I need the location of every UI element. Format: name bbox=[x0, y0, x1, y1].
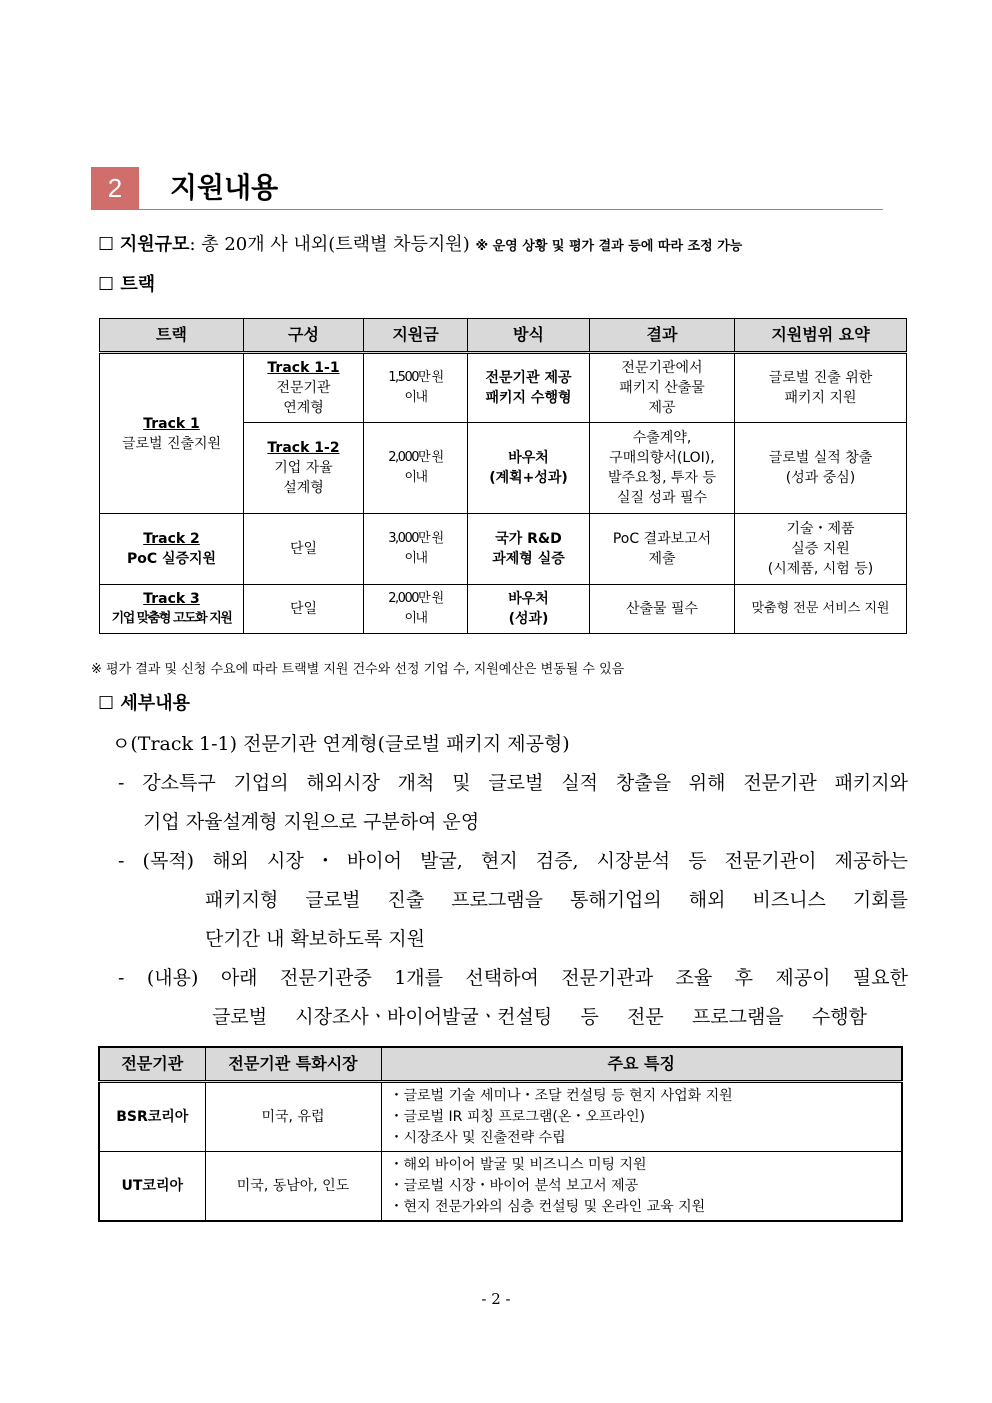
method-line: (계획+성과) bbox=[489, 470, 568, 486]
track-table bbox=[99, 318, 907, 634]
method-line: 과제형 실증 bbox=[492, 551, 565, 567]
table-header-row bbox=[100, 319, 907, 353]
track-heading bbox=[98, 272, 155, 298]
track3-desc: 기업 맞춤형 고도화 지원 bbox=[111, 611, 232, 626]
result-line: 제출 bbox=[648, 551, 676, 567]
result-line: 발주요청, 투자 등 bbox=[607, 470, 717, 486]
track1-2-comp-line: 기업 자율 bbox=[274, 460, 333, 476]
track3-scope: 맞춤형 전문 서비스 지원 bbox=[735, 585, 907, 634]
amount-line: 2,000만 원 bbox=[388, 591, 443, 606]
track1-2-composition bbox=[244, 423, 364, 514]
checkbox-square-icon: ☐ bbox=[98, 234, 115, 255]
institution-features bbox=[381, 1082, 902, 1152]
result-line: PoC 결과보고서 bbox=[612, 531, 712, 547]
section-divider bbox=[91, 209, 883, 210]
track3-result: 산출물 필수 bbox=[590, 585, 735, 634]
amount-line: 이내 bbox=[404, 470, 427, 485]
header-method: 방식 bbox=[468, 319, 590, 353]
track2-composition: 단일 bbox=[244, 514, 364, 585]
track-table-footnote: ※ 평가 결과 및 신청 수요에 따라 트랙별 지원 건수와 선정 기업 수, 지원예산은 변동될 수 있음 bbox=[91, 662, 625, 677]
track1-2-result bbox=[590, 423, 735, 514]
amount-line: 3,000만 원 bbox=[388, 531, 443, 546]
track1-name: Track 1 bbox=[143, 415, 200, 432]
detail-paragraph-line: - (내용) 아래 전문기관중 1개를 선택하여 전문기관과 조율 후 제공이 필요한 bbox=[118, 967, 908, 989]
institution-name: BSR코리아 bbox=[99, 1082, 205, 1152]
scope-line: (시제품, 시험 등) bbox=[767, 561, 874, 577]
scope-line: (성과 중심) bbox=[785, 470, 856, 486]
track-heading-label: 트랙 bbox=[120, 274, 156, 295]
institution-features bbox=[381, 1152, 902, 1222]
scope-line: 글로벌 실적 창출 bbox=[768, 450, 873, 466]
amount-line: 1,500만 원 bbox=[388, 370, 443, 385]
feature-item: ・시장조사 및 진출전략 수립 bbox=[389, 1129, 566, 1146]
track1-1-comp-line: 연계형 bbox=[283, 400, 324, 416]
header-scope: 지원범위 요약 bbox=[735, 319, 907, 353]
track1-1-result bbox=[590, 353, 735, 423]
method-line: 국가 R&D bbox=[495, 531, 562, 547]
header-institution: 전문기관 bbox=[99, 1047, 205, 1082]
amount-line: 2,000만 원 bbox=[388, 450, 443, 465]
page-number: - 2 - bbox=[481, 1290, 511, 1308]
checkbox-square-icon: ☐ bbox=[98, 693, 115, 714]
feature-item: ・글로벌 기술 세미나・조달 컨설팅 등 현지 사업화 지원 bbox=[389, 1087, 733, 1104]
table-row bbox=[100, 353, 907, 423]
detail-paragraph-line: 단기간 내 확보하도록 지원 bbox=[205, 928, 426, 950]
checkbox-square-icon: ☐ bbox=[98, 274, 115, 295]
amount-line: 이내 bbox=[404, 551, 427, 566]
header-track: 트랙 bbox=[100, 319, 244, 353]
detail-paragraph-line: - 강소특구 기업의 해외시장 개척 및 글로벌 실적 창출을 위해 전문기관 패키지와 bbox=[118, 772, 908, 794]
method-line: 바우처 bbox=[508, 450, 549, 466]
result-line: 실질 성과 필수 bbox=[616, 490, 708, 506]
track1-cell bbox=[100, 353, 244, 514]
method-line: 바우처 bbox=[508, 591, 549, 607]
table-row bbox=[100, 585, 907, 634]
result-line: 구매의향서(LOI), bbox=[609, 450, 715, 466]
track1-1-scope bbox=[735, 353, 907, 423]
track1-1-code: Track 1-1 bbox=[267, 360, 340, 376]
table-row bbox=[99, 1152, 902, 1222]
scope-line: 실증 지원 bbox=[791, 541, 850, 557]
detail-heading-label: 세부내용 bbox=[120, 693, 190, 714]
result-line: 패키지 산출물 bbox=[619, 380, 705, 396]
track1-2-method bbox=[468, 423, 590, 514]
amount-line: 이내 bbox=[404, 390, 427, 405]
track2-amount bbox=[364, 514, 468, 585]
method-line: (성과) bbox=[508, 611, 549, 627]
support-scale-text: : 총 20개 사 내외(트랙별 차등지원) bbox=[189, 234, 470, 255]
method-line: 전문기관 제공 bbox=[485, 370, 572, 386]
table-row bbox=[100, 514, 907, 585]
feature-item: ・글로벌 IR 피칭 프로그램(온・오프라인) bbox=[389, 1108, 645, 1125]
scope-line: 기술・제품 bbox=[786, 521, 855, 537]
header-features: 주요 특징 bbox=[381, 1047, 902, 1082]
track2-result bbox=[590, 514, 735, 585]
track2-desc: PoC 실증지원 bbox=[126, 551, 217, 567]
header-result: 결과 bbox=[590, 319, 735, 353]
support-scale-label: 지원규모 bbox=[119, 234, 190, 255]
scope-line: 글로벌 진출 위한 bbox=[768, 370, 873, 386]
track2-method bbox=[468, 514, 590, 585]
support-scale-note: ※ 운영 상황 및 평가 결과 등에 따라 조정 가능 bbox=[475, 239, 743, 254]
track1-1-comp-line: 전문기관 bbox=[276, 380, 331, 396]
detail-paragraph-line: 기업 자율설계형 지원으로 구분하여 운영 bbox=[143, 811, 480, 833]
track2-cell bbox=[100, 514, 244, 585]
institution-name: UT코리아 bbox=[99, 1152, 205, 1222]
institution-table bbox=[98, 1046, 903, 1222]
result-line: 수출계약, bbox=[632, 430, 692, 446]
track3-name: Track 3 bbox=[143, 591, 200, 607]
section-number: 2 bbox=[91, 167, 139, 209]
track1-1-amount bbox=[364, 353, 468, 423]
institution-market: 미국, 유럽 bbox=[205, 1082, 381, 1152]
feature-item: ・현지 전문가와의 심층 컨설팅 및 온라인 교육 지원 bbox=[389, 1198, 706, 1215]
result-line: 제공 bbox=[648, 400, 676, 416]
scope-line: 패키지 지원 bbox=[784, 390, 857, 406]
detail-heading bbox=[98, 690, 190, 718]
track2-name: Track 2 bbox=[143, 531, 200, 547]
track2-scope bbox=[735, 514, 907, 585]
header-amount: 지원금 bbox=[364, 319, 468, 353]
support-scale-line bbox=[98, 232, 742, 260]
track1-2-code: Track 1-2 bbox=[267, 440, 340, 456]
track3-amount bbox=[364, 585, 468, 634]
amount-line: 이내 bbox=[404, 611, 427, 626]
detail-paragraph-line: 글로벌 시장조사ㆍ바이어발굴ㆍ컨설팅 등 전문 프로그램을 수행함 bbox=[212, 1006, 867, 1028]
detail-item-title: ㅇ(Track 1-1) 전문기관 연계형(글로벌 패키지 제공형) bbox=[112, 733, 570, 755]
track1-1-composition bbox=[244, 353, 364, 423]
track1-2-amount bbox=[364, 423, 468, 514]
table-header-row bbox=[99, 1047, 902, 1082]
track1-2-comp-line: 설계형 bbox=[283, 480, 324, 496]
detail-paragraph-line: - (목적) 해외 시장・바이어 발굴, 현지 검증, 시장분석 등 전문기관이 제공하는 bbox=[118, 850, 908, 872]
feature-item: ・글로벌 시장・바이어 분석 보고서 제공 bbox=[389, 1177, 639, 1194]
table-row bbox=[99, 1082, 902, 1152]
track3-composition: 단일 bbox=[244, 585, 364, 634]
header-market: 전문기관 특화시장 bbox=[205, 1047, 381, 1082]
feature-item: ・해외 바이어 발굴 및 비즈니스 미팅 지원 bbox=[389, 1156, 647, 1173]
section-title: 지원내용 bbox=[170, 171, 279, 204]
header-composition: 구성 bbox=[244, 319, 364, 353]
track3-method bbox=[468, 585, 590, 634]
track1-2-scope bbox=[735, 423, 907, 514]
detail-paragraph-line: 패키지형 글로벌 진출 프로그램을 통해기업의 해외 비즈니스 기회를 bbox=[205, 889, 908, 911]
track3-cell bbox=[100, 585, 244, 634]
method-line: 패키지 수행형 bbox=[485, 390, 572, 406]
track1-1-method bbox=[468, 353, 590, 423]
track1-desc: 글로벌 진출지원 bbox=[121, 435, 222, 452]
result-line: 전문기관에서 bbox=[621, 360, 703, 376]
institution-market: 미국, 동남아, 인도 bbox=[205, 1152, 381, 1222]
